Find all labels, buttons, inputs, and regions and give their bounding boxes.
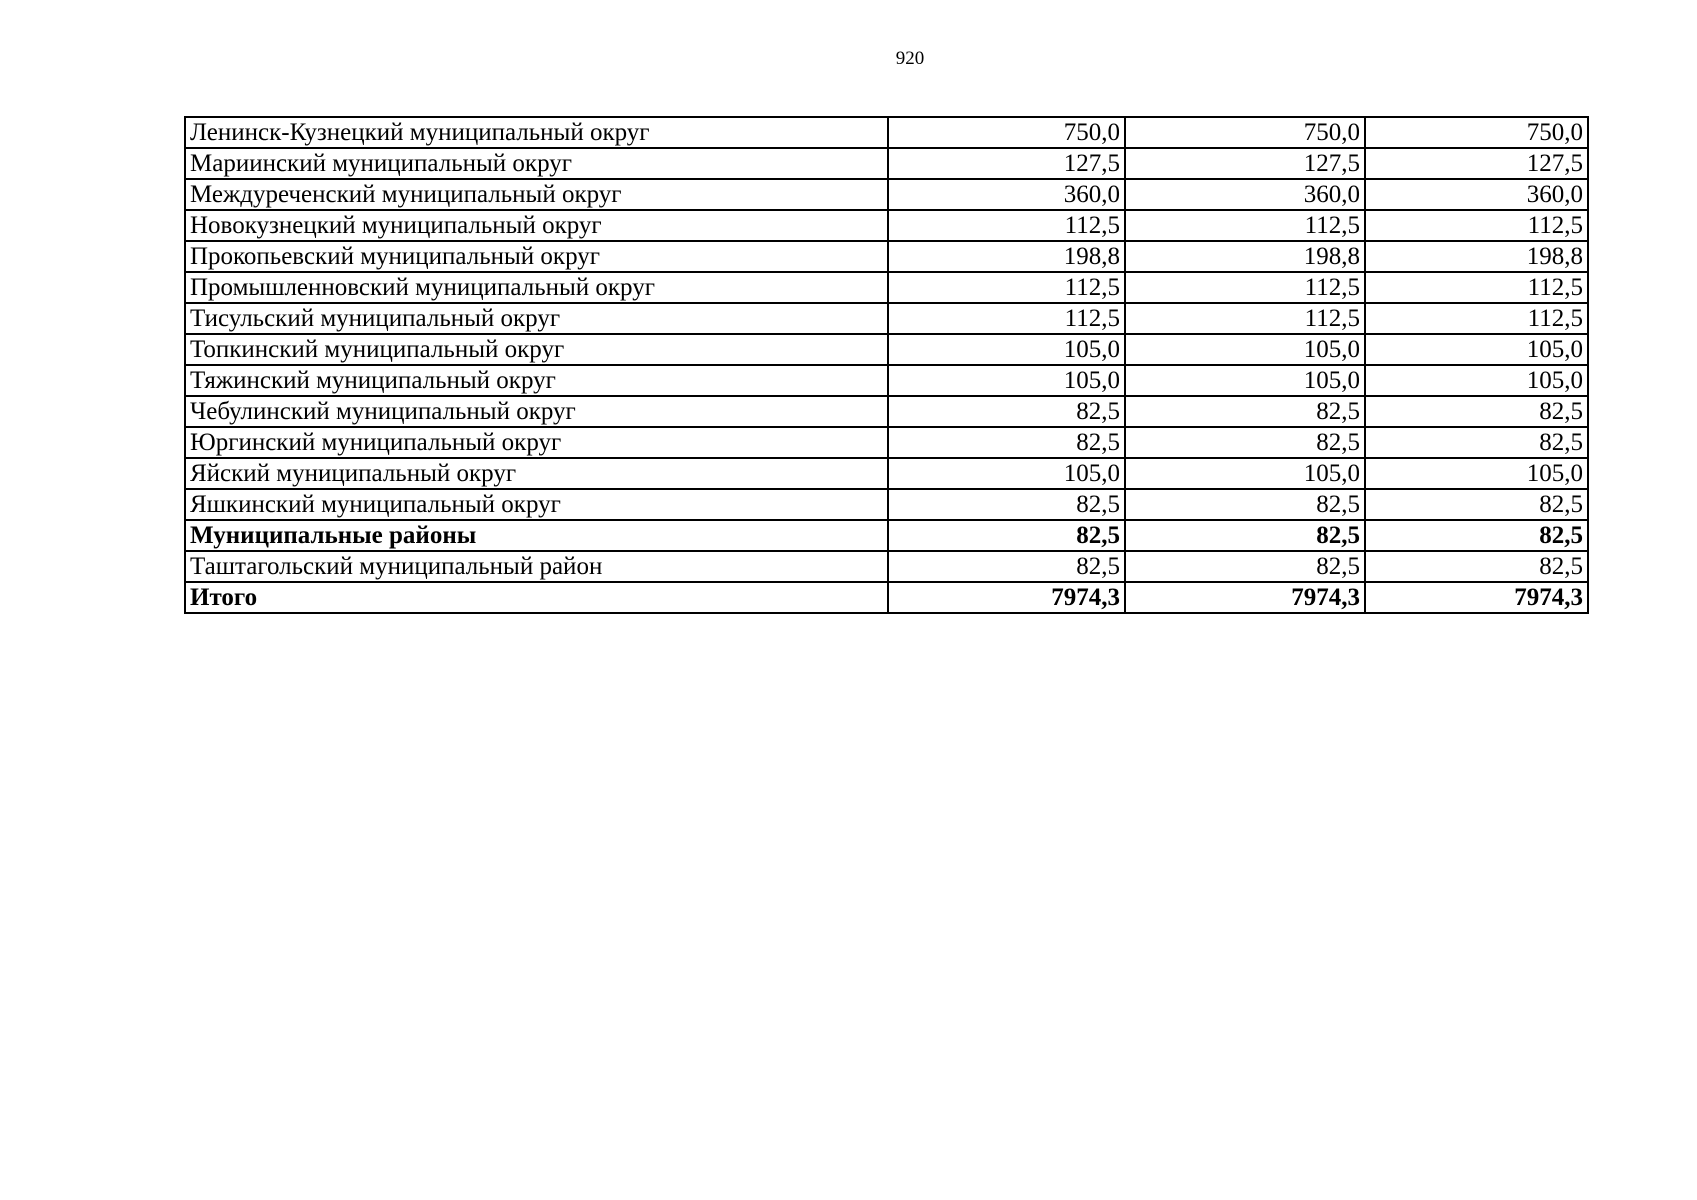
row-value-cell-1: 112,5 — [888, 303, 1125, 334]
table-row — [185, 427, 1588, 458]
table-row — [185, 551, 1588, 582]
table-row — [185, 272, 1588, 303]
table-row-summary — [185, 520, 1588, 551]
row-value-cell-3: 82,5 — [1365, 427, 1588, 458]
row-value-cell-3: 127,5 — [1365, 148, 1588, 179]
row-value-cell-1: 112,5 — [888, 272, 1125, 303]
row-name-cell: Тисульский муниципальный округ — [185, 303, 888, 334]
row-name-cell: Чебулинский муниципальный округ — [185, 396, 888, 427]
row-value-cell-2: 127,5 — [1125, 148, 1365, 179]
row-value-cell-1: 82,5 — [888, 489, 1125, 520]
table-row — [185, 334, 1588, 365]
row-value-cell-3: 82,5 — [1365, 551, 1588, 582]
row-name-cell: Юргинский муниципальный округ — [185, 427, 888, 458]
row-value-cell-2: 82,5 — [1125, 520, 1365, 551]
row-name-cell: Яшкинский муниципальный округ — [185, 489, 888, 520]
row-value-cell-2: 82,5 — [1125, 396, 1365, 427]
row-value-cell-2: 105,0 — [1125, 334, 1365, 365]
row-value-cell-1: 82,5 — [888, 520, 1125, 551]
table-row — [185, 148, 1588, 179]
row-name-cell: Итого — [185, 582, 888, 613]
row-value-cell-1: 82,5 — [888, 427, 1125, 458]
row-name-cell: Муниципальные районы — [185, 520, 888, 551]
table-row — [185, 303, 1588, 334]
row-value-cell-3: 82,5 — [1365, 520, 1588, 551]
row-value-cell-3: 105,0 — [1365, 458, 1588, 489]
table-row — [185, 396, 1588, 427]
row-name-cell: Топкинский муниципальный округ — [185, 334, 888, 365]
page-number: 920 — [895, 48, 925, 69]
row-value-cell-3: 198,8 — [1365, 241, 1588, 272]
table-row — [185, 489, 1588, 520]
row-name-cell: Промышленновский муниципальный округ — [185, 272, 888, 303]
row-value-cell-1: 105,0 — [888, 334, 1125, 365]
row-name-cell: Тяжинский муниципальный округ — [185, 365, 888, 396]
row-value-cell-2: 198,8 — [1125, 241, 1365, 272]
row-value-cell-1: 82,5 — [888, 396, 1125, 427]
row-value-cell-2: 105,0 — [1125, 365, 1365, 396]
row-value-cell-3: 82,5 — [1365, 396, 1588, 427]
row-value-cell-3: 112,5 — [1365, 303, 1588, 334]
table-row — [185, 365, 1588, 396]
table-row — [185, 179, 1588, 210]
row-value-cell-3: 112,5 — [1365, 272, 1588, 303]
row-value-cell-2: 7974,3 — [1125, 582, 1365, 613]
row-value-cell-2: 82,5 — [1125, 427, 1365, 458]
table-row — [185, 241, 1588, 272]
row-value-cell-3: 112,5 — [1365, 210, 1588, 241]
table-row-summary — [185, 582, 1588, 613]
row-name-cell: Прокопьевский муниципальный округ — [185, 241, 888, 272]
row-value-cell-3: 750,0 — [1365, 117, 1588, 148]
row-value-cell-2: 112,5 — [1125, 303, 1365, 334]
row-value-cell-2: 105,0 — [1125, 458, 1365, 489]
row-value-cell-3: 82,5 — [1365, 489, 1588, 520]
row-value-cell-3: 105,0 — [1365, 334, 1588, 365]
table-body — [185, 117, 1588, 613]
row-name-cell: Яйский муниципальный округ — [185, 458, 888, 489]
row-value-cell-2: 360,0 — [1125, 179, 1365, 210]
table-row — [185, 458, 1588, 489]
row-name-cell: Междуреченский муниципальный округ — [185, 179, 888, 210]
row-name-cell: Новокузнецкий муниципальный округ — [185, 210, 888, 241]
row-value-cell-2: 82,5 — [1125, 489, 1365, 520]
row-value-cell-2: 82,5 — [1125, 551, 1365, 582]
row-value-cell-3: 105,0 — [1365, 365, 1588, 396]
table-row — [185, 117, 1588, 148]
row-value-cell-3: 7974,3 — [1365, 582, 1588, 613]
row-value-cell-2: 750,0 — [1125, 117, 1365, 148]
row-value-cell-1: 105,0 — [888, 365, 1125, 396]
row-value-cell-1: 82,5 — [888, 551, 1125, 582]
row-name-cell: Ленинск-Кузнецкий муниципальный округ — [185, 117, 888, 148]
row-value-cell-1: 198,8 — [888, 241, 1125, 272]
row-value-cell-1: 112,5 — [888, 210, 1125, 241]
row-value-cell-1: 127,5 — [888, 148, 1125, 179]
row-value-cell-1: 105,0 — [888, 458, 1125, 489]
row-value-cell-3: 360,0 — [1365, 179, 1588, 210]
table-row — [185, 210, 1588, 241]
row-value-cell-1: 7974,3 — [888, 582, 1125, 613]
row-value-cell-1: 750,0 — [888, 117, 1125, 148]
row-name-cell: Таштагольский муниципальный район — [185, 551, 888, 582]
row-value-cell-2: 112,5 — [1125, 272, 1365, 303]
row-value-cell-2: 112,5 — [1125, 210, 1365, 241]
budget-table — [184, 116, 1589, 614]
row-value-cell-1: 360,0 — [888, 179, 1125, 210]
row-name-cell: Мариинский муниципальный округ — [185, 148, 888, 179]
